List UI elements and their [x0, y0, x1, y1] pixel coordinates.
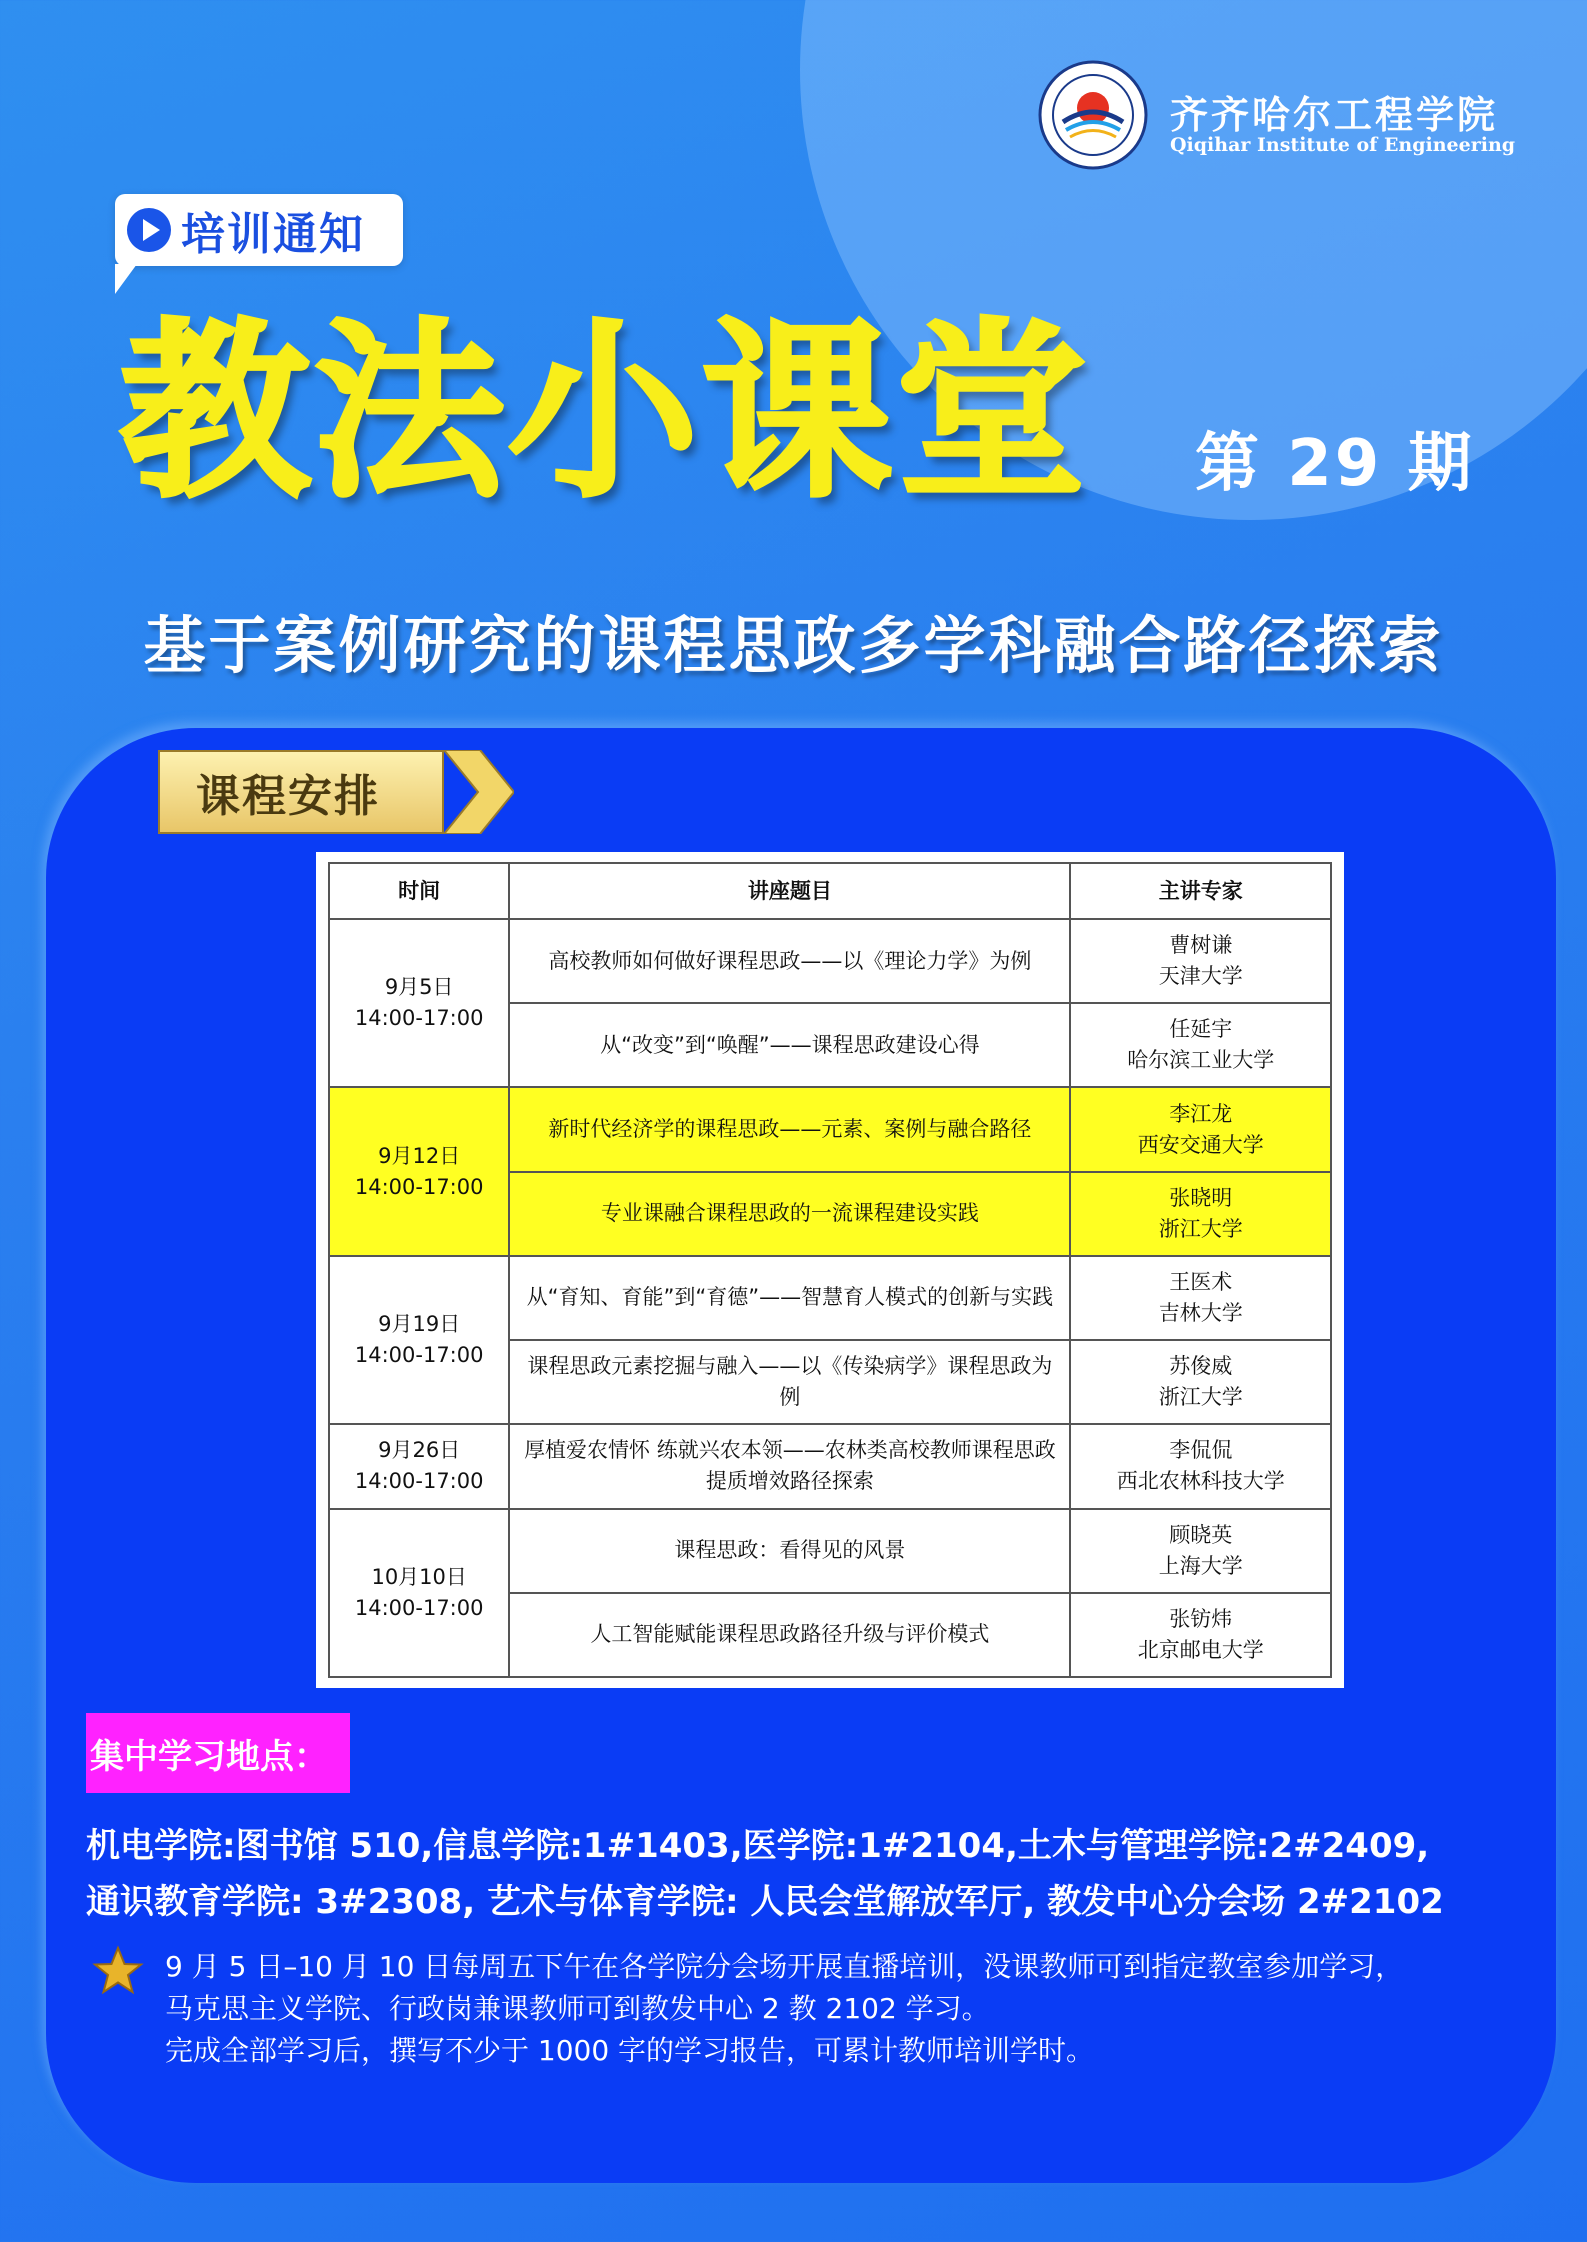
lecture-speaker-cell	[1070, 1003, 1331, 1087]
lecture-speaker-cell	[1070, 1340, 1331, 1424]
issue-number: 第 29 期	[1195, 427, 1475, 501]
institute-seal-icon	[1038, 60, 1148, 170]
column-header-speaker: 主讲专家	[1070, 863, 1331, 919]
training-note	[165, 1946, 1545, 2072]
lecture-speaker-cell	[1070, 1087, 1331, 1171]
lecture-topic: 课程思政：看得见的风景	[509, 1509, 1070, 1593]
session-time: 14:00-17:00	[354, 1469, 484, 1494]
main-title: 教法小课堂	[120, 302, 1091, 523]
lecture-topic: 从“改变”到“唤醒”——课程思政建设心得	[509, 1003, 1070, 1087]
lecture-topic: 课程思政元素挖掘与融入——以《传染病学》课程思政为例	[509, 1340, 1070, 1424]
lecture-topic: 人工智能赋能课程思政路径升级与评价模式	[509, 1593, 1070, 1677]
speaker-name: 王医术	[1169, 1269, 1233, 1294]
speaker-affiliation: 北京邮电大学	[1137, 1637, 1264, 1662]
location-line-2: 通识教育学院: 3#2308, 艺术与体育学院: 人民会堂解放军厅, 教发中心分会场 2#2102	[86, 1882, 1444, 1922]
session-time-cell	[329, 1087, 509, 1255]
play-icon	[127, 208, 171, 252]
session-time-cell	[329, 919, 509, 1087]
session-date: 10月10日	[371, 1564, 467, 1589]
session-date: 9月19日	[378, 1312, 461, 1337]
lecture-topic: 新时代经济学的课程思政——元素、案例与融合路径	[509, 1087, 1070, 1171]
table-header-row	[329, 863, 1331, 919]
location-label: 集中学习地点：	[86, 1713, 350, 1793]
session-time: 14:00-17:00	[354, 1595, 484, 1620]
notice-label: 培训通知	[181, 209, 365, 260]
table-row	[329, 919, 1331, 1003]
lecture-topic: 从“育知、育能”到“育德”——智慧育人模式的创新与实践	[509, 1256, 1070, 1340]
table-row	[329, 1424, 1331, 1508]
session-date: 9月5日	[384, 975, 454, 1000]
lecture-speaker-cell	[1070, 1509, 1331, 1593]
chevron-right-icon	[444, 750, 514, 834]
speaker-affiliation: 上海大学	[1158, 1553, 1243, 1578]
speaker-name: 顾晓英	[1169, 1522, 1233, 1547]
session-time: 14:00-17:00	[354, 1343, 484, 1368]
session-time-cell	[329, 1424, 509, 1508]
session-time: 14:00-17:00	[354, 1174, 484, 1199]
table-row	[329, 1509, 1331, 1593]
speaker-affiliation: 天津大学	[1158, 964, 1243, 989]
lecture-topic: 厚植爱农情怀 练就兴农本领——农林类高校教师课程思政提质增效路径探索	[509, 1424, 1070, 1508]
session-time: 14:00-17:00	[354, 1006, 484, 1031]
schedule-section-title: 课程安排	[196, 771, 380, 822]
lecture-topic: 高校教师如何做好课程思政——以《理论力学》为例	[509, 919, 1070, 1003]
note-line-1: 9 月 5 日–10 月 10 日每周五下午在各学院分会场开展直播培训，没课教师可到指定教室参加学习，	[165, 1950, 1404, 1983]
institute-name-en: Qiqihar Institute of Engineering	[1170, 134, 1516, 156]
session-time-cell	[329, 1256, 509, 1424]
session-date: 9月12日	[378, 1143, 461, 1168]
schedule-table	[328, 862, 1332, 1678]
institute-name-cn: 齐齐哈尔工程学院	[1170, 92, 1499, 137]
location-line-1: 机电学院:图书馆 510,信息学院:1#1403,医学院:1#2104,土木与管理学院:2#2409,	[86, 1826, 1430, 1866]
notice-tag	[115, 194, 403, 266]
speaker-affiliation: 吉林大学	[1158, 1300, 1243, 1325]
lecture-speaker-cell	[1070, 1424, 1331, 1508]
note-line-2: 马克思主义学院、行政岗兼课教师可到教发中心 2 教 2102 学习。	[165, 1992, 990, 2025]
note-line-3: 完成全部学习后，撰写不少于 1000 字的学习报告，可累计教师培训学时。	[165, 2034, 1095, 2067]
speaker-name: 张晓明	[1169, 1185, 1233, 1210]
table-row	[329, 1087, 1331, 1171]
speaker-name: 曹树谦	[1169, 933, 1233, 958]
lecture-topic: 专业课融合课程思政的一流课程建设实践	[509, 1172, 1070, 1256]
star-icon	[92, 1945, 144, 1997]
speaker-affiliation: 浙江大学	[1158, 1216, 1243, 1241]
speaker-name: 李侃侃	[1169, 1438, 1233, 1463]
schedule-body	[329, 919, 1331, 1677]
speaker-name: 苏俊威	[1169, 1354, 1233, 1379]
schedule-table-card	[316, 852, 1344, 1688]
session-date: 9月26日	[378, 1438, 461, 1463]
speaker-name: 任延宇	[1169, 1017, 1233, 1042]
speaker-affiliation: 哈尔滨工业大学	[1127, 1048, 1275, 1073]
lecture-speaker-cell	[1070, 1593, 1331, 1677]
lecture-speaker-cell	[1070, 919, 1331, 1003]
speaker-affiliation: 西安交通大学	[1137, 1132, 1264, 1157]
lecture-speaker-cell	[1070, 1172, 1331, 1256]
column-header-time: 时间	[329, 863, 509, 919]
speaker-affiliation: 浙江大学	[1158, 1385, 1243, 1410]
column-header-topic: 讲座题目	[509, 863, 1070, 919]
lecture-speaker-cell	[1070, 1256, 1331, 1340]
speaker-affiliation: 西北农林科技大学	[1116, 1469, 1285, 1494]
speaker-name: 张钫炜	[1169, 1606, 1233, 1631]
table-row	[329, 1256, 1331, 1340]
speaker-name: 李江龙	[1169, 1101, 1233, 1126]
location-list	[86, 1818, 1546, 1930]
subtitle: 基于案例研究的课程思政多学科融合路径探索	[143, 609, 1444, 682]
session-time-cell	[329, 1509, 509, 1677]
schedule-section-tag	[158, 750, 444, 834]
